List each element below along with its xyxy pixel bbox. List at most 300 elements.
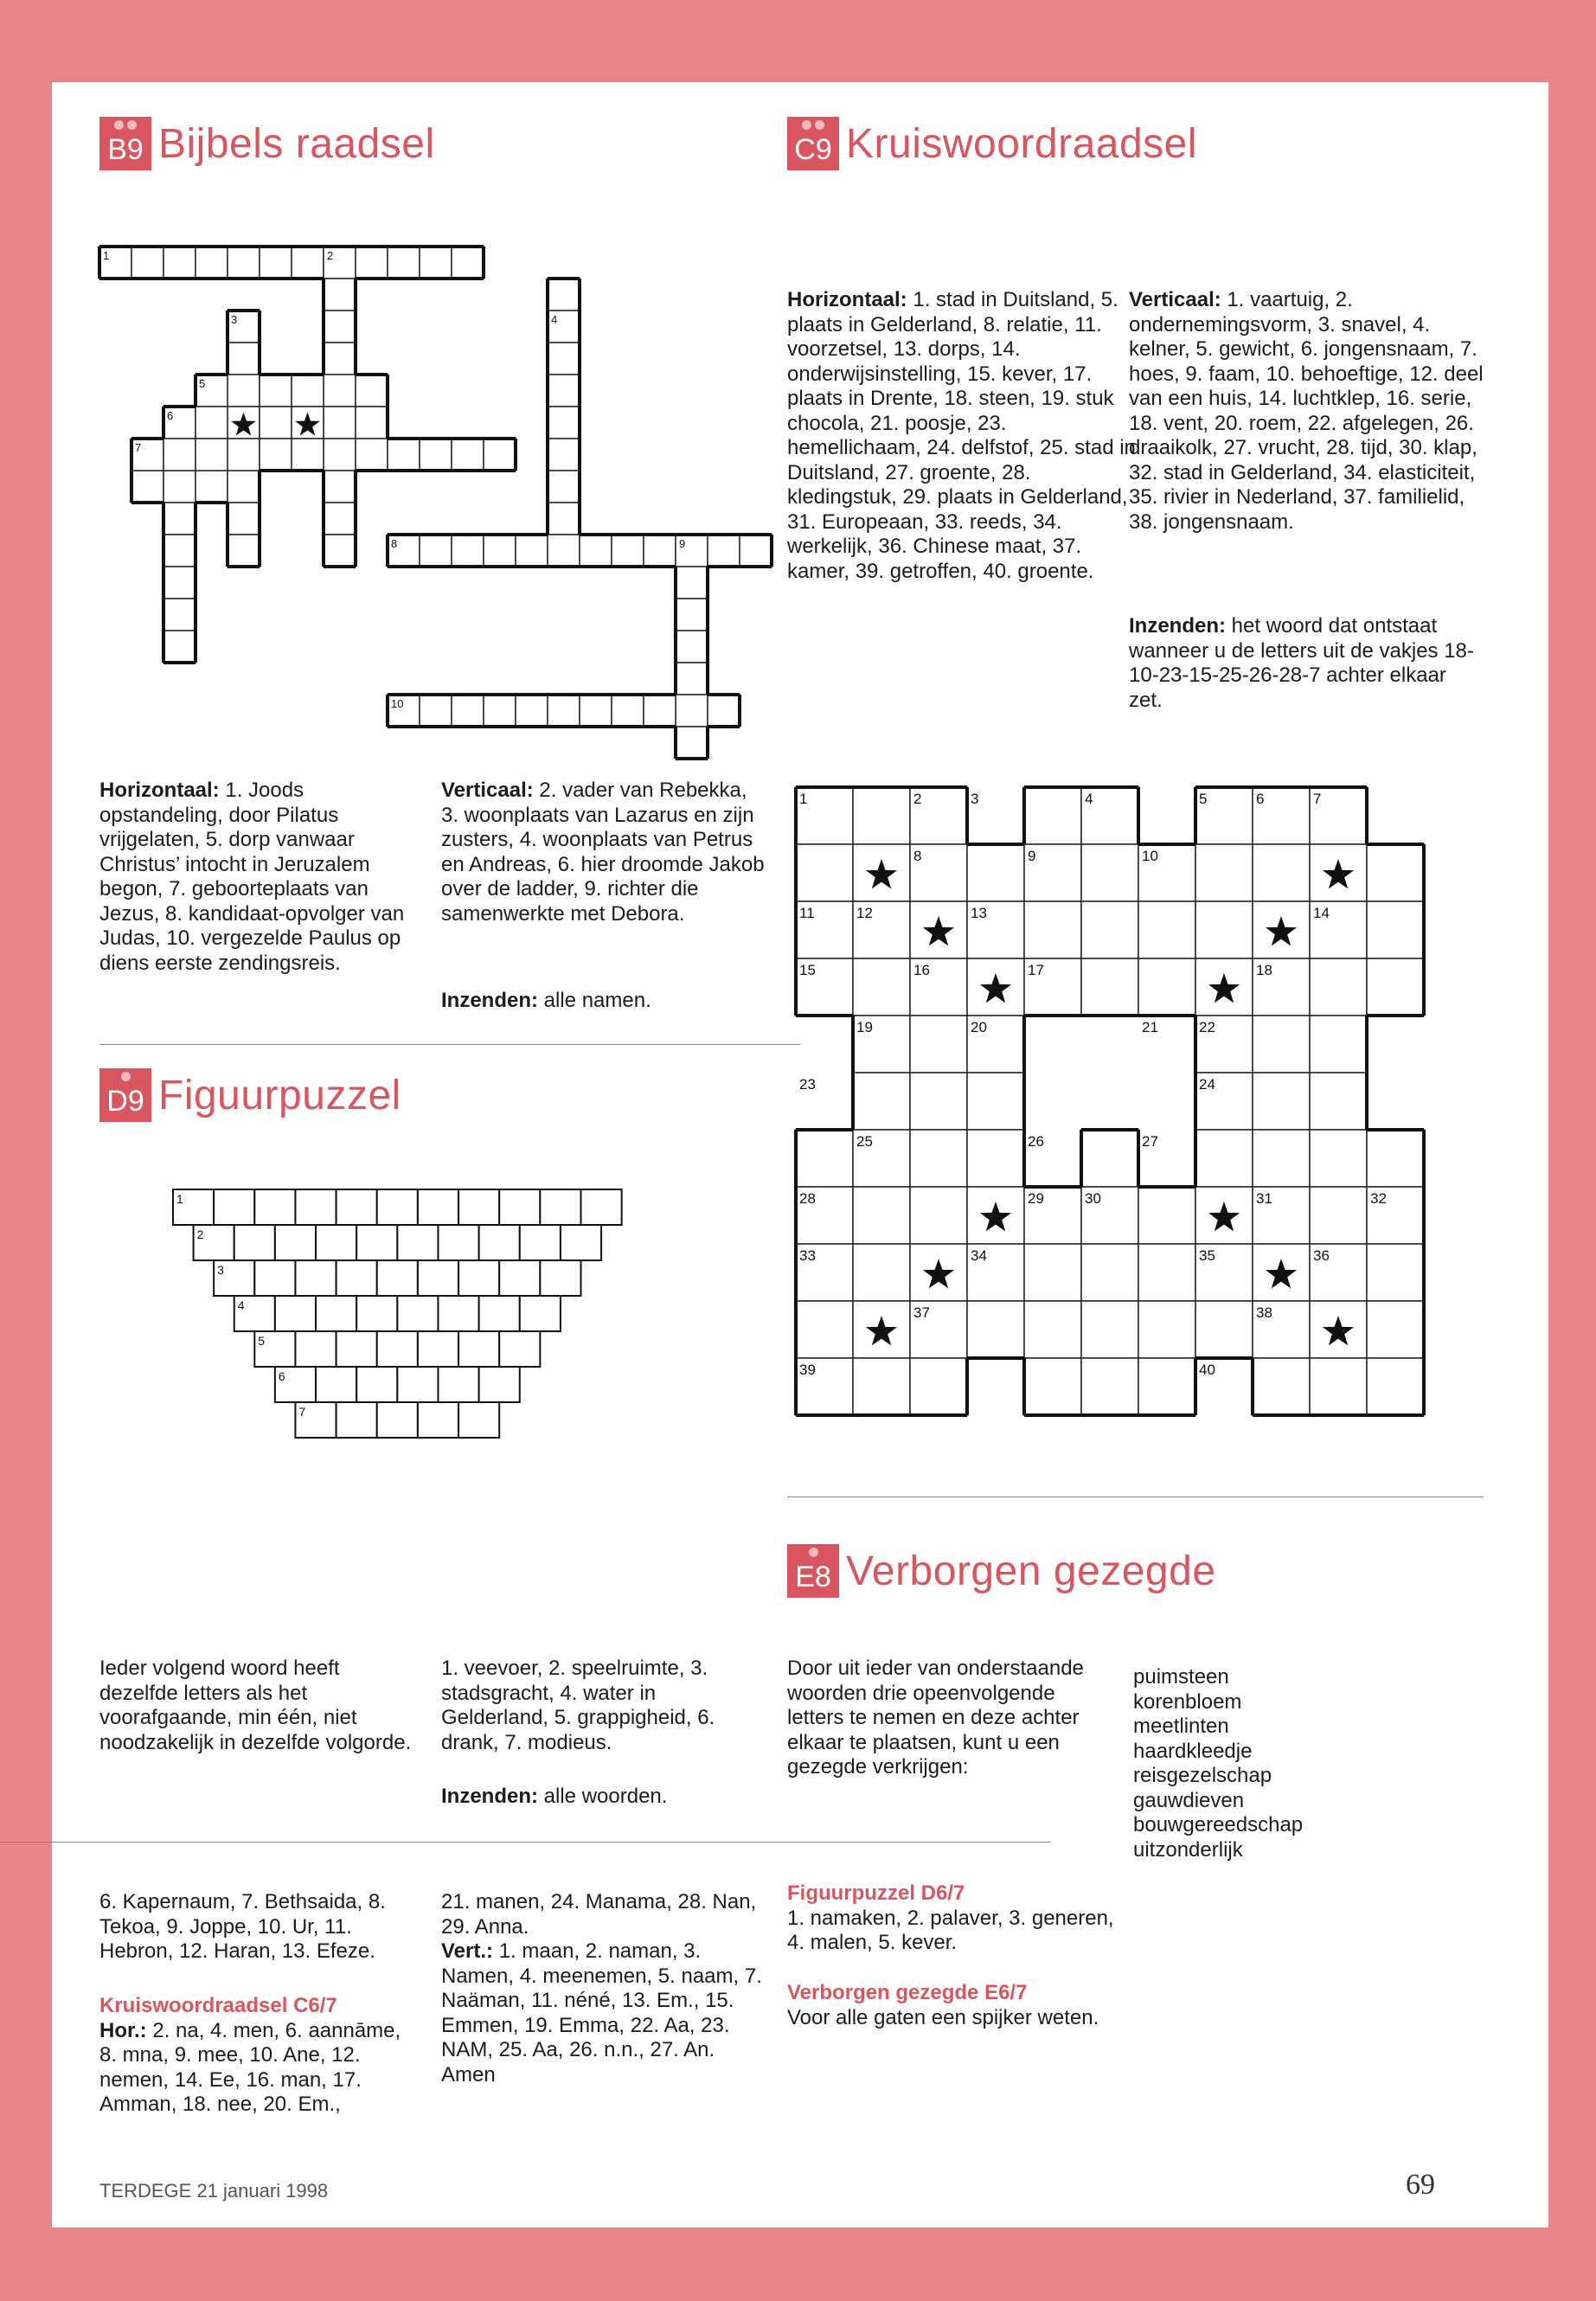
grid-cell bbox=[397, 1367, 438, 1402]
cell-number: 1 bbox=[799, 791, 808, 807]
solutions-kruis bbox=[99, 1994, 420, 2118]
grid-cell bbox=[234, 1225, 275, 1260]
grid-cell bbox=[1195, 1130, 1253, 1187]
grid-cell bbox=[479, 1367, 520, 1402]
c9-inzenden bbox=[1129, 614, 1484, 713]
grid-cell bbox=[337, 1402, 377, 1438]
d9-inzenden-label: Inzenden: bbox=[441, 1785, 538, 1808]
grid-cell bbox=[324, 407, 356, 439]
solutions-verborgen-title: Verborgen gezegde E6/7 bbox=[787, 1981, 1028, 2004]
grid-cell bbox=[676, 567, 708, 599]
grid-cell bbox=[853, 1244, 910, 1301]
grid-cell bbox=[910, 1073, 967, 1130]
c9-verticaal-label: Verticaal: bbox=[1129, 288, 1221, 311]
grid-cell bbox=[163, 535, 195, 567]
c9-code: C9 bbox=[794, 133, 832, 166]
b9-code: B9 bbox=[107, 133, 144, 166]
solutions-verborgen-text: Voor alle gaten een spijker weten. bbox=[787, 2005, 1099, 2029]
grid-cell bbox=[131, 471, 163, 503]
solutions-vert-text: 1. maan, 2. naman, 3. Namen, 4. meenemen, 5. naam, 7. Naäman, 11. néné, 13. Em., 15. Emmen, 19. Emma, 22. Aa, 23. NAM, 25. Aa, 26. n.n., 27. An. bbox=[441, 1939, 762, 2061]
grid-cell bbox=[458, 1402, 499, 1438]
cell-number: 22 bbox=[1199, 1019, 1215, 1035]
grid-cell bbox=[163, 471, 195, 503]
grid-cell bbox=[796, 1130, 853, 1187]
cell-number: 10 bbox=[1142, 848, 1158, 864]
grid-cell bbox=[516, 535, 548, 567]
grid-cell bbox=[195, 247, 228, 279]
b9-inzenden bbox=[441, 989, 770, 1014]
grid-cell bbox=[1310, 958, 1367, 1016]
grid-cell bbox=[1024, 901, 1081, 958]
grid-cell bbox=[1138, 1244, 1195, 1301]
c9-horizontaal-text: 1. stad in Duitsland, 5. plaats in Gelderland, 8. relatie, 11. voorzetsel, 13. dorps, 14. onderwijsinstelling, 15. kever, 17. plaats in Drente, 18. steen, 19. stuk chocola, 21. poosje, 23. hemellichaam, 24. delfstof, 25. stad in Duitsland, 27. groente, 28. kledingstuk, 29. plaats in Gelderland, 31. Europeaan, 33. reeds, 34. werkelijk, 36. Chinese maat, 37. kamer, 39. getroffen, 40. groente. bbox=[787, 288, 1136, 583]
grid-cell bbox=[540, 1260, 580, 1296]
grid-cell bbox=[228, 343, 260, 375]
grid-cell bbox=[1310, 1187, 1367, 1244]
grid-cell bbox=[260, 247, 292, 279]
grid-cell bbox=[548, 471, 580, 503]
d9-inzenden-text: alle woorden. bbox=[538, 1785, 668, 1808]
grid-cell bbox=[324, 279, 356, 311]
grid-cell bbox=[676, 599, 708, 631]
c9-clues-col2 bbox=[1129, 288, 1484, 535]
grid-cell bbox=[967, 1301, 1024, 1358]
grid-cell bbox=[967, 844, 1024, 901]
grid-cell bbox=[438, 1296, 478, 1331]
grid-cell bbox=[356, 407, 388, 439]
grid-cell bbox=[1138, 1358, 1195, 1415]
grid-cell bbox=[853, 787, 910, 844]
grid-cell bbox=[260, 407, 292, 439]
grid-cell bbox=[295, 1260, 336, 1296]
cell-number: 29 bbox=[1028, 1190, 1044, 1207]
magazine-page bbox=[52, 82, 1548, 2227]
grid-cell bbox=[1081, 1130, 1138, 1187]
grid-cell bbox=[254, 1260, 295, 1296]
grid-cell bbox=[356, 1367, 397, 1402]
solutions-figuur-text: 1. namaken, 2. palaver, 3. generen, 4. malen, 5. kever. bbox=[787, 1906, 1114, 1954]
grid-cell bbox=[292, 375, 324, 407]
d9-intro: Ieder volgend woord heeft dezelfde letters als het voorafgaande, min één, niet noodzakelijk in dezelfde volgorde. bbox=[99, 1657, 412, 1754]
grid-cell bbox=[479, 1225, 520, 1260]
grid-cell bbox=[548, 343, 580, 375]
d9-header bbox=[99, 1068, 401, 1122]
grid-cell bbox=[452, 439, 484, 471]
grid-cell bbox=[228, 375, 260, 407]
grid-cell bbox=[377, 1402, 418, 1438]
grid-cell bbox=[377, 1189, 418, 1225]
cell-number: 31 bbox=[1256, 1190, 1272, 1207]
grid-cell bbox=[388, 247, 420, 279]
grid-cell bbox=[195, 407, 228, 439]
e8-word-list bbox=[1133, 1665, 1393, 1862]
grid-cell bbox=[1024, 1244, 1081, 1301]
d9-clues: 1. veevoer, 2. speelruimte, 3. stadsgracht, 4. water in Gelderland, 5. grappigheid, 6. drank, 7. modieus. bbox=[441, 1657, 715, 1754]
c9-title: Kruiswoordraadsel bbox=[846, 120, 1198, 167]
grid-cell bbox=[324, 503, 356, 535]
grid-cell bbox=[1367, 844, 1424, 901]
grid-cell bbox=[910, 1130, 967, 1187]
cell-number: 5 bbox=[258, 1334, 266, 1348]
cell-number: 24 bbox=[1199, 1076, 1215, 1093]
cell-number: 19 bbox=[856, 1019, 873, 1035]
b9-verticaal-text: 2. vader van Rebekka, 3. woonplaats van Lazarus en zijn zusters, 4. woonplaats van Petrus en Andreas, 6. hier droomde Jakob over de ladder, 9. richter die samenwerkte met Debora. bbox=[441, 779, 765, 926]
cell-number: 28 bbox=[799, 1190, 816, 1207]
grid-cell bbox=[163, 631, 195, 663]
grid-cell bbox=[1310, 1016, 1367, 1073]
grid-cell bbox=[1253, 1016, 1310, 1073]
grid-cell bbox=[228, 471, 260, 503]
solutions-hor-text: 2. na, 4. men, 6. aannāme, 8. mna, 9. mee, 10. Ane, 12. nemen, 14. Ee, 16. man, 17. Amman, 18. nee, 20. Em., bbox=[99, 2018, 401, 2116]
c9-verticaal-text: 1. vaartuig, 2. ondernemingsvorm, 3. snavel, 4. kelner, 5. gewicht, 6. jongensnaam, 7. hoes, 9. faam, 10. behoeftige, 12. deel van een huis, 14. luchtklep, 16. serie, 18. vent, 20. roem, 22. afgelegen, 26. draaikolk, 27. vrucht, 28. tijd, 30. klap, 32. stad in Gelderland, 34. elasticiteit, 35. rivier in Nederland, 37. familielid, 38. jongensnaam. bbox=[1129, 288, 1484, 534]
grid-cell bbox=[228, 503, 260, 535]
grid-cell bbox=[1138, 1187, 1195, 1244]
grid-cell bbox=[316, 1367, 356, 1402]
cell-number: 7 bbox=[135, 441, 142, 454]
grid-cell bbox=[254, 1189, 295, 1225]
cell-number: 13 bbox=[971, 905, 987, 921]
e8-code: E8 bbox=[795, 1561, 831, 1593]
grid-cell bbox=[740, 535, 772, 567]
grid-cell bbox=[1253, 844, 1310, 901]
b9-header bbox=[99, 117, 435, 170]
cell-number: 12 bbox=[856, 905, 873, 921]
grid-cell bbox=[548, 503, 580, 535]
cell-number: 17 bbox=[1028, 962, 1044, 978]
grid-cell bbox=[418, 1331, 458, 1367]
grid-cell bbox=[377, 1260, 418, 1296]
grid-cell bbox=[967, 1073, 1024, 1130]
cell-number: 3 bbox=[217, 1263, 224, 1277]
c9-horizontaal-label: Horizontaal: bbox=[787, 288, 907, 311]
grid-cell bbox=[1081, 844, 1138, 901]
cell-number: 7 bbox=[298, 1405, 306, 1419]
cell-number: 20 bbox=[971, 1019, 987, 1035]
grid-cell bbox=[324, 311, 356, 343]
grid-cell bbox=[1138, 958, 1195, 1016]
cell-number: 30 bbox=[1085, 1190, 1101, 1207]
e8-word: haardkleedje bbox=[1133, 1739, 1253, 1763]
cell-number: 16 bbox=[913, 962, 930, 978]
d9-figure-grid bbox=[173, 1189, 692, 1639]
b9-horizontaal bbox=[99, 779, 420, 976]
b9-crossword-grid bbox=[99, 247, 792, 766]
grid-cell bbox=[1195, 1301, 1253, 1358]
grid-cell bbox=[458, 1331, 499, 1367]
grid-cell bbox=[499, 1331, 540, 1367]
grid-cell bbox=[967, 1130, 1024, 1187]
cell-number: 37 bbox=[913, 1304, 930, 1321]
grid-cell bbox=[163, 439, 195, 471]
solutions-figuur-title: Figuurpuzzel D6/7 bbox=[787, 1881, 965, 1905]
e8-word: uitzonderlijk bbox=[1133, 1837, 1243, 1862]
grid-cell bbox=[1367, 1130, 1424, 1187]
grid-cell bbox=[356, 1296, 397, 1331]
d9-inzenden bbox=[441, 1785, 761, 1810]
grid-cell bbox=[163, 599, 195, 631]
grid-cell bbox=[214, 1189, 254, 1225]
grid-cell bbox=[131, 247, 163, 279]
grid-cell bbox=[796, 844, 853, 901]
e8-badge bbox=[787, 1544, 839, 1598]
difficulty-dot-icon bbox=[802, 120, 811, 130]
grid-cell bbox=[676, 727, 708, 759]
difficulty-dot-icon bbox=[809, 1548, 818, 1557]
grid-cell bbox=[580, 695, 612, 727]
grid-cell bbox=[561, 1225, 601, 1260]
e8-header bbox=[787, 1544, 1216, 1598]
cell-number: 6 bbox=[278, 1369, 285, 1383]
b9-horizontaal-label: Horizontaal: bbox=[99, 779, 220, 802]
d9-badge bbox=[99, 1068, 151, 1122]
grid-cell bbox=[1367, 1244, 1424, 1301]
cell-number: 8 bbox=[391, 537, 398, 550]
grid-cell bbox=[438, 1225, 478, 1260]
e8-word: bouwgereedschap bbox=[1133, 1813, 1304, 1836]
b9-horizontaal-text: 1. Joods opstandeling, door Pilatus vrijgelaten, 5. dorp vanwaar Christus’ intocht in Jeruzalem begon, 7. geboorteplaats van Jezus, 8. kandidaat-opvolger van Judas, 10. vergezelde Paulus op diens eerste zendingsreis. bbox=[99, 779, 405, 975]
grid-cell bbox=[1024, 787, 1081, 844]
solutions-kruis-title: Kruiswoordraadsel C6/7 bbox=[99, 1994, 337, 2017]
solutions-figuur bbox=[787, 1881, 1116, 1956]
c9-inzenden-text: het woord dat ontstaat wanneer u de letters uit de vakjes 18-10-23-15-25-26-28-7 achter elkaar zet. bbox=[1129, 614, 1474, 712]
solutions-col2-b: Amen bbox=[441, 2062, 496, 2086]
grid-cell bbox=[708, 535, 740, 567]
grid-cell bbox=[1367, 1358, 1424, 1415]
cell-number: 4 bbox=[551, 313, 558, 326]
b9-badge bbox=[99, 117, 151, 170]
cell-number: 23 bbox=[799, 1076, 816, 1093]
grid-cell bbox=[324, 439, 356, 471]
cell-number: 7 bbox=[1313, 791, 1322, 807]
solutions-col2 bbox=[441, 1890, 770, 2087]
cell-number: 14 bbox=[1313, 905, 1330, 921]
grid-cell bbox=[458, 1189, 499, 1225]
cell-number: 35 bbox=[1199, 1247, 1215, 1264]
cell-number: 40 bbox=[1199, 1362, 1215, 1378]
grid-cell bbox=[324, 471, 356, 503]
cell-number: 26 bbox=[1028, 1133, 1044, 1150]
cell-number: 6 bbox=[167, 409, 174, 422]
grid-cell bbox=[324, 535, 356, 567]
grid-cell bbox=[516, 695, 548, 727]
grid-cell bbox=[316, 1296, 356, 1331]
difficulty-dot-icon bbox=[121, 1072, 131, 1081]
grid-cell bbox=[853, 1358, 910, 1415]
cell-number: 33 bbox=[799, 1247, 816, 1264]
grid-cell bbox=[910, 1358, 967, 1415]
grid-cell bbox=[644, 695, 676, 727]
divider bbox=[0, 1842, 1051, 1843]
grid-cell bbox=[1081, 958, 1138, 1016]
cell-number: 8 bbox=[913, 848, 922, 864]
grid-cell bbox=[420, 439, 452, 471]
grid-cell bbox=[1310, 1073, 1367, 1130]
grid-cell bbox=[1081, 1301, 1138, 1358]
grid-cell bbox=[292, 439, 324, 471]
grid-cell bbox=[644, 535, 676, 567]
cell-number: 15 bbox=[799, 962, 816, 978]
grid-cell bbox=[458, 1260, 499, 1296]
c9-inzenden-label: Inzenden: bbox=[1129, 614, 1226, 638]
cell-number: 36 bbox=[1313, 1247, 1330, 1264]
grid-cell bbox=[708, 695, 740, 727]
d9-title: Figuurpuzzel bbox=[158, 1072, 401, 1118]
page-number: 69 bbox=[1406, 2169, 1435, 2201]
grid-cell bbox=[484, 695, 516, 727]
grid-cell bbox=[499, 1189, 540, 1225]
b9-verticaal bbox=[441, 779, 770, 926]
grid-cell bbox=[228, 247, 260, 279]
grid-cell bbox=[275, 1296, 316, 1331]
grid-cell bbox=[1367, 958, 1424, 1016]
c9-header bbox=[787, 117, 1197, 170]
grid-cell bbox=[484, 535, 516, 567]
grid-cell bbox=[1367, 1301, 1424, 1358]
grid-cell bbox=[548, 439, 580, 471]
grid-cell bbox=[420, 695, 452, 727]
c9-badge bbox=[787, 117, 839, 170]
grid-cell bbox=[452, 695, 484, 727]
grid-cell bbox=[1253, 1358, 1310, 1415]
grid-cell bbox=[295, 1331, 336, 1367]
grid-cell bbox=[910, 1187, 967, 1244]
grid-cell bbox=[548, 375, 580, 407]
grid-cell bbox=[337, 1260, 377, 1296]
grid-cell bbox=[418, 1189, 458, 1225]
grid-cell bbox=[1367, 901, 1424, 958]
solutions-col1: 6. Kapernaum, 7. Bethsaida, 8. Tekoa, 9. Joppe, 10. Ur, 11. Hebron, 12. Haran, 13. Efeze. bbox=[99, 1890, 386, 1963]
grid-cell bbox=[853, 1187, 910, 1244]
solutions-col2-a: 21. manen, 24. Manama, 28. Nan, 29. Anna. bbox=[441, 1890, 757, 1939]
grid-cell bbox=[580, 535, 612, 567]
grid-cell bbox=[292, 247, 324, 279]
cell-number: 9 bbox=[1028, 848, 1036, 864]
grid-cell bbox=[418, 1260, 458, 1296]
c9-crossword-grid bbox=[796, 787, 1453, 1410]
grid-cell bbox=[356, 439, 388, 471]
divider bbox=[99, 1044, 800, 1045]
cell-number: 38 bbox=[1256, 1304, 1272, 1321]
grid-cell bbox=[548, 695, 580, 727]
grid-cell bbox=[540, 1189, 580, 1225]
grid-cell bbox=[397, 1296, 438, 1331]
cell-number: 11 bbox=[799, 905, 815, 921]
e8-word: reisgezelschap bbox=[1133, 1764, 1272, 1787]
grid-cell bbox=[520, 1225, 561, 1260]
footer-publication: TERDEGE 21 januari 1998 bbox=[99, 2180, 329, 2202]
e8-word: meetlinten bbox=[1133, 1715, 1229, 1738]
grid-cell bbox=[1081, 1358, 1138, 1415]
cell-number: 2 bbox=[327, 249, 334, 262]
grid-cell bbox=[195, 439, 228, 471]
e8-word: puimsteen bbox=[1133, 1665, 1229, 1689]
d9-code: D9 bbox=[106, 1085, 144, 1118]
grid-cell bbox=[418, 1402, 458, 1438]
cell-number: 1 bbox=[103, 249, 110, 262]
grid-cell bbox=[1253, 1130, 1310, 1187]
grid-cell bbox=[324, 343, 356, 375]
grid-cell bbox=[853, 1073, 910, 1130]
cell-number: 2 bbox=[913, 791, 922, 807]
difficulty-dot-icon bbox=[114, 120, 124, 130]
grid-cell bbox=[1081, 1244, 1138, 1301]
grid-cell bbox=[676, 695, 708, 727]
grid-cell bbox=[1310, 1130, 1367, 1187]
solutions-hor-label: Hor.: bbox=[99, 2018, 147, 2042]
b9-inzenden-text: alle namen. bbox=[538, 989, 651, 1012]
grid-cell bbox=[853, 958, 910, 1016]
grid-cell bbox=[377, 1331, 418, 1367]
grid-cell bbox=[356, 247, 388, 279]
cell-number: 1 bbox=[176, 1192, 183, 1206]
e8-intro: Door uit ieder van onderstaande woorden drie opeenvolgende letters te nemen en deze achter elkaar te plaatsen, kunt u een gezegde verkrijgen: bbox=[787, 1657, 1084, 1779]
cell-number: 27 bbox=[1142, 1133, 1158, 1150]
grid-cell bbox=[910, 1016, 967, 1073]
cell-number: 39 bbox=[799, 1362, 816, 1378]
grid-cell bbox=[1024, 1301, 1081, 1358]
grid-cell bbox=[316, 1225, 356, 1260]
b9-verticaal-label: Verticaal: bbox=[441, 779, 534, 802]
grid-cell bbox=[1024, 1358, 1081, 1415]
grid-cell bbox=[420, 535, 452, 567]
e8-word: gauwdieven bbox=[1133, 1788, 1245, 1812]
grid-cell bbox=[356, 1225, 397, 1260]
difficulty-dot-icon bbox=[127, 120, 137, 130]
grid-cell bbox=[479, 1296, 520, 1331]
grid-cell bbox=[676, 631, 708, 663]
grid-cell bbox=[1081, 901, 1138, 958]
e8-word: korenbloem bbox=[1133, 1689, 1242, 1714]
grid-cell bbox=[1195, 901, 1253, 958]
b9-title: Bijbels raadsel bbox=[158, 120, 435, 167]
grid-cell bbox=[337, 1331, 377, 1367]
solutions-vert-label: Vert.: bbox=[441, 1939, 494, 1963]
grid-cell bbox=[676, 663, 708, 695]
grid-cell bbox=[548, 535, 580, 567]
cell-number: 25 bbox=[856, 1133, 873, 1150]
grid-cell bbox=[520, 1296, 561, 1331]
grid-cell bbox=[1310, 1358, 1367, 1415]
cell-number: 9 bbox=[679, 537, 686, 550]
cell-number: 5 bbox=[199, 377, 206, 390]
grid-cell bbox=[548, 279, 580, 311]
grid-cell bbox=[1253, 1073, 1310, 1130]
grid-cell bbox=[452, 535, 484, 567]
grid-cell bbox=[275, 1225, 316, 1260]
grid-cell bbox=[295, 1189, 336, 1225]
cell-number: 3 bbox=[971, 791, 979, 807]
cell-number: 34 bbox=[971, 1247, 987, 1264]
grid-cell bbox=[1138, 901, 1195, 958]
grid-cell bbox=[163, 567, 195, 599]
e8-title: Verborgen gezegde bbox=[846, 1548, 1216, 1594]
difficulty-dot-icon bbox=[815, 120, 824, 130]
grid-cell bbox=[163, 503, 195, 535]
grid-cell bbox=[260, 439, 292, 471]
grid-cell bbox=[260, 375, 292, 407]
solutions-verborgen bbox=[787, 1981, 1116, 2030]
grid-cell bbox=[581, 1189, 622, 1225]
grid-cell bbox=[356, 375, 388, 407]
cell-number: 2 bbox=[196, 1227, 204, 1241]
cell-number: 6 bbox=[1256, 791, 1265, 807]
grid-cell bbox=[163, 247, 195, 279]
grid-cell bbox=[612, 535, 644, 567]
grid-cell bbox=[337, 1189, 377, 1225]
grid-cell bbox=[438, 1367, 478, 1402]
cell-number: 5 bbox=[1199, 791, 1208, 807]
grid-cell bbox=[548, 407, 580, 439]
